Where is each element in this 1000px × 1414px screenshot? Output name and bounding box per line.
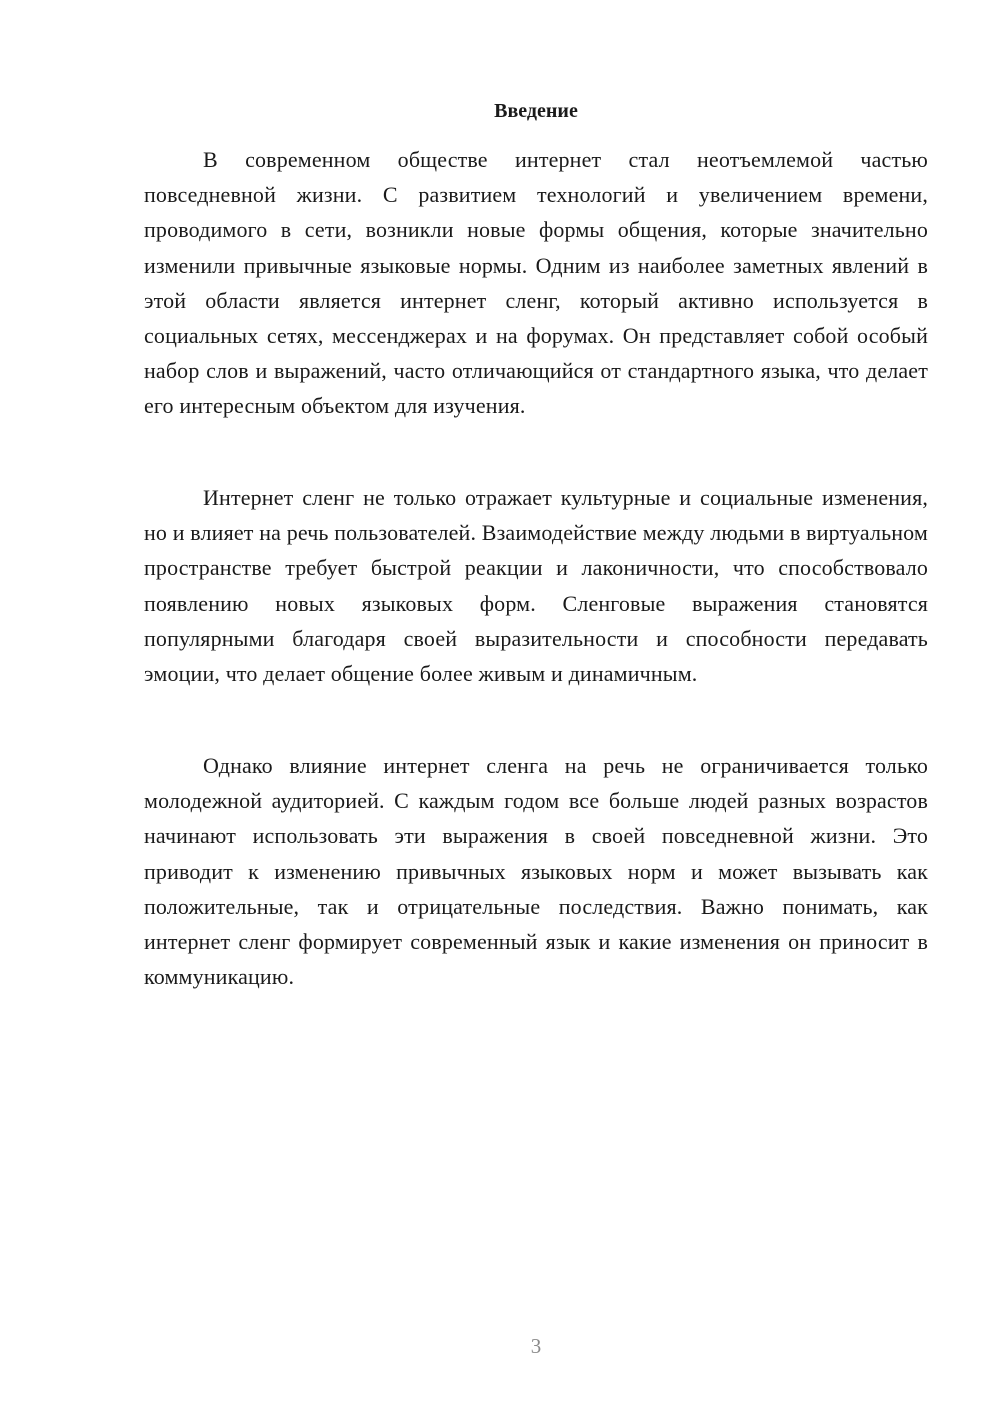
body-paragraph: Однако влияние интернет сленга на речь не ограничивается только молодежной аудиторией. С каждым годом все больше людей разных возрастов начинают использовать эти выражения в своей повседневной жизни. Это приводит к изменению привычных языковых норм и может вызывать как положительные, так и отрицательные последствия. Важно понимать, как интернет сленг формирует современный язык и какие изменения он приносит в коммуникацию. (144, 753, 928, 990)
page-number: 3 (530, 1334, 542, 1358)
section-heading: Введение (494, 100, 578, 122)
body-paragraph: В современном обществе интернет стал неотъемлемой частью повседневной жизни. С развитием технологий и увеличением времени, проводимого в сети, возникли новые формы общения, которые значительно изменили привычные языковые нормы. Одним из наиболее заметных явлений в этой области является интернет сленг, который активно используется в социальных сетях, мессенджерах и на форумах. Он представляет собой особый набор слов и выражений, часто отличающийся от стандартного языка, что делает его интересным объектом для изучения. (144, 147, 928, 419)
body-paragraph: Интернет сленг не только отражает культурные и социальные изменения, но и влияет на речь пользователей. Взаимодействие между людьми в виртуальном пространстве требует быстрой реакции и лаконичности, что способствовало появлению новых языковых форм. Сленговые выражения становятся популярными благодаря своей выразительности и способности передавать эмоции, что делает общение более живым и динамичным. (144, 485, 928, 687)
